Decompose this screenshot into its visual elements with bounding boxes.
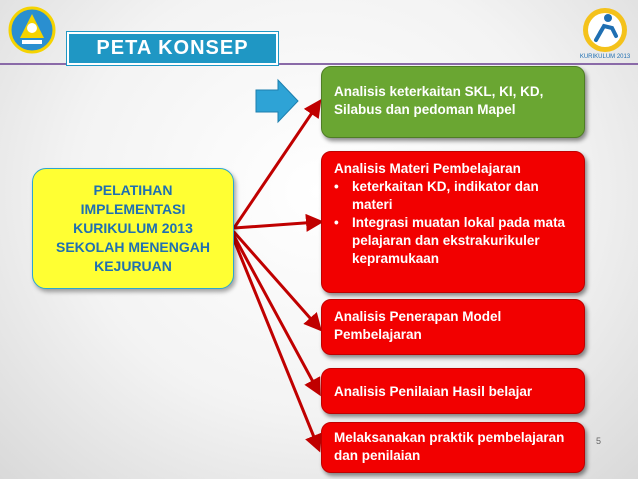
concept-box-model-analysis	[321, 299, 585, 355]
arrow-to-box-5	[234, 240, 318, 447]
bullet-item: • keterkaitan KD, indikator dan materi	[334, 178, 576, 214]
center-line-2: IMPLEMENTASI	[80, 201, 186, 217]
center-line-3: KURIKULUM 2013	[73, 220, 193, 236]
concept-box-3-text: Analisis Penerapan Model Pembelajaran	[334, 309, 502, 342]
concept-box-material-analysis	[321, 151, 585, 293]
concept-box-1-text: Analisis keterkaitan SKL, KI, KD, Silabus dan pedoman Mapel	[334, 84, 544, 117]
center-line-1: PELATIHAN	[93, 182, 173, 198]
concept-box-2-bullets	[334, 178, 576, 268]
arrow-to-box-1	[234, 104, 318, 228]
bullet-item: • Integrasi muatan lokal pada mata pelajaran dan ekstrakurikuler kepramukaan	[334, 214, 576, 268]
arrow-to-box-2	[234, 222, 318, 228]
concept-box-4-text: Analisis Penilaian Hasil belajar	[334, 384, 533, 399]
page-title: PETA KONSEP	[67, 32, 278, 65]
block-arrow-icon	[256, 80, 298, 122]
page-number: 5	[596, 436, 602, 446]
concept-box-practice	[321, 422, 585, 473]
central-concept-box	[32, 168, 234, 289]
kurikulum-logo-text: KURIKULUM 2013	[579, 54, 631, 60]
concept-box-assessment-analysis	[321, 368, 585, 414]
concept-box-skl-analysis	[321, 66, 585, 138]
concept-box-2-heading: Analisis Materi Pembelajaran	[334, 161, 521, 176]
center-line-4: SEKOLAH MENENGAH	[55, 239, 210, 255]
center-line-5: KEJURUAN	[94, 258, 172, 274]
concept-box-5-text: Melaksanakan praktik pembelajaran dan penilaian	[334, 430, 565, 463]
